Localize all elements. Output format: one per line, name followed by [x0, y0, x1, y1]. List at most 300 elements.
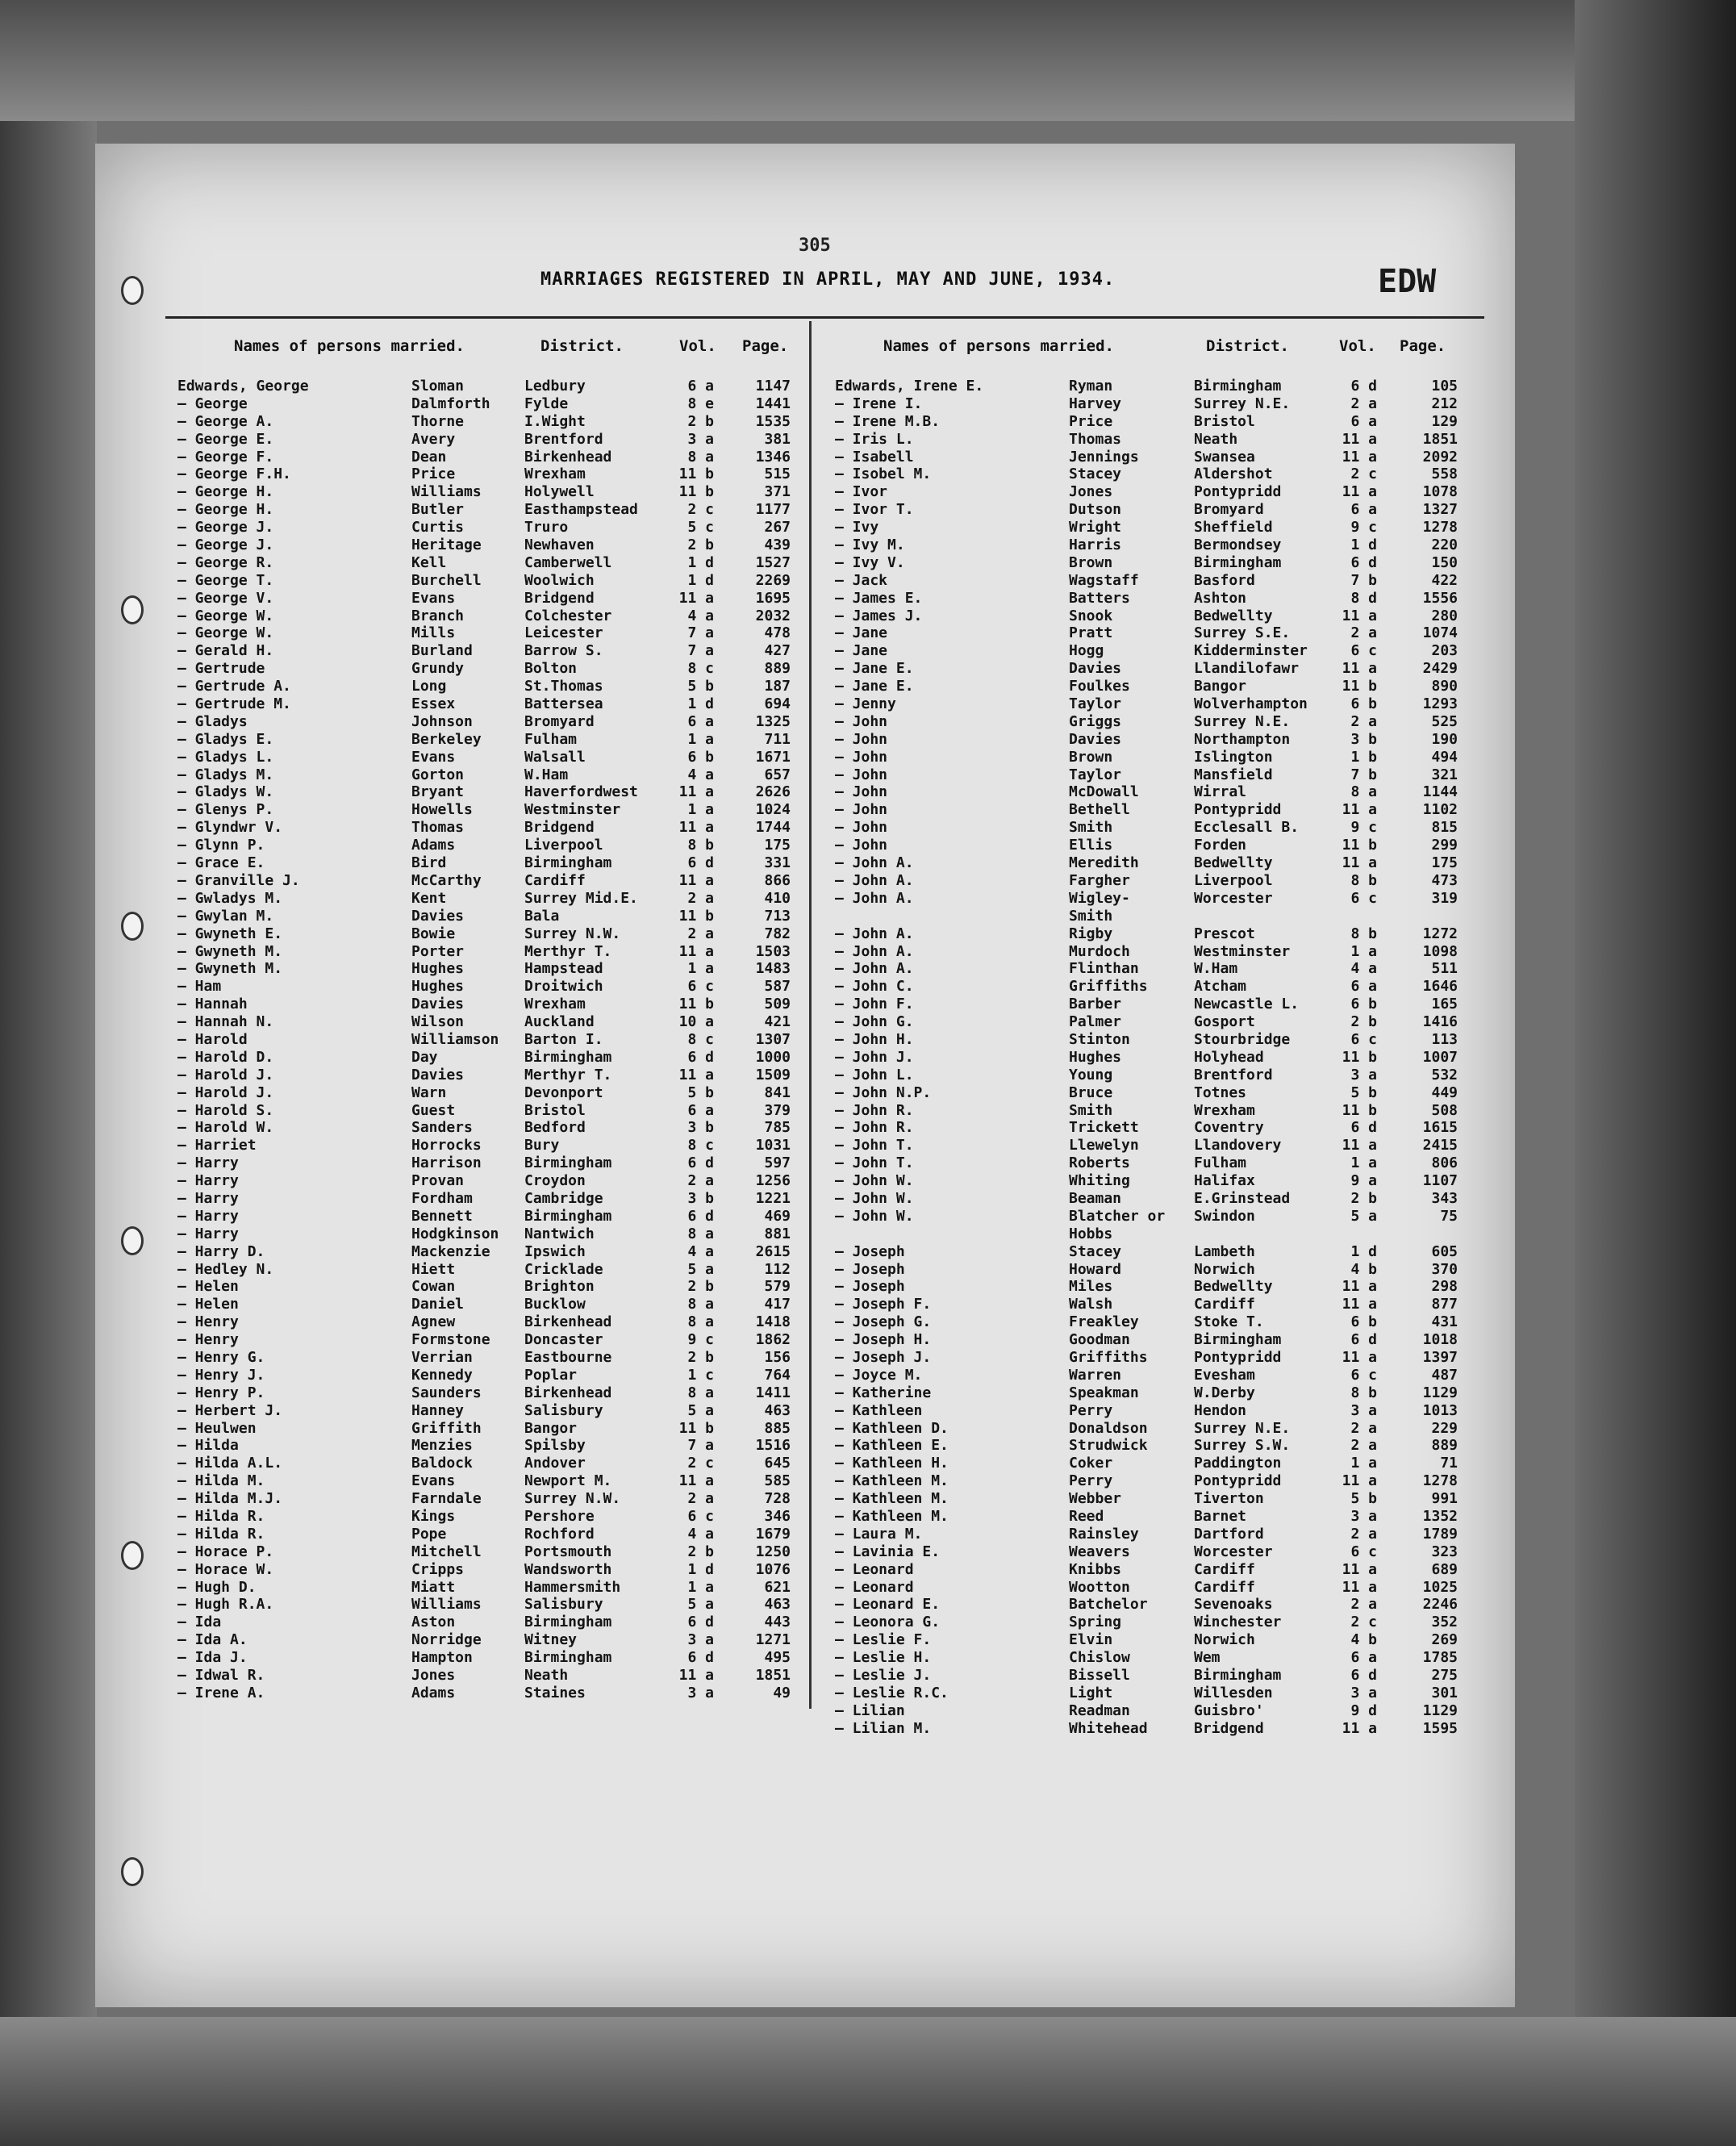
entry-spouse: Norridge — [411, 1631, 482, 1649]
entry-district: Guisbro' — [1194, 1701, 1264, 1719]
entry-spouse: Knibbs — [1069, 1560, 1122, 1578]
entry-district: Surrey S.E. — [1194, 624, 1291, 642]
entry-district: W.Ham — [1194, 960, 1238, 978]
entry-volume: 11 a — [1342, 1278, 1377, 1296]
entry-name: — Ivy V. — [835, 553, 905, 571]
entry-spouse: Rigby — [1069, 925, 1113, 942]
entry-page: 711 — [764, 730, 791, 748]
entry-spouse: Price — [411, 466, 456, 483]
entry-page: 1278 — [1422, 519, 1458, 536]
entry-volume: 2 c — [687, 501, 714, 519]
entry-district: Holyhead — [1194, 1048, 1264, 1066]
entry-page: 2615 — [755, 1242, 791, 1260]
entry-district: Cardiff — [524, 871, 586, 889]
entry-page: 508 — [1431, 1101, 1458, 1119]
entry-district: Birmingham — [524, 1649, 612, 1667]
entry-spouse: Long — [411, 678, 447, 695]
entry-spouse: Chislow — [1069, 1649, 1130, 1667]
entry-name: — John J. — [835, 1048, 914, 1066]
table-row — [177, 749, 799, 766]
entry-name: — George J. — [177, 536, 274, 554]
entry-page: 1256 — [755, 1172, 791, 1190]
entry-volume: 1 d — [1350, 1242, 1377, 1260]
table-row — [177, 1490, 799, 1508]
entry-district: Birmingham — [524, 1614, 612, 1631]
table-row — [177, 1154, 799, 1172]
entry-volume: 2 b — [687, 1278, 714, 1296]
entry-volume: 9 a — [1350, 1172, 1377, 1190]
table-row — [835, 749, 1480, 766]
table-row — [835, 1208, 1480, 1225]
entry-volume: 2 a — [687, 925, 714, 942]
table-row — [177, 890, 799, 908]
table-row — [177, 801, 799, 819]
entry-volume: 4 a — [1350, 960, 1377, 978]
entry-name: — Henry — [177, 1331, 239, 1349]
entry-spouse: Bryant — [411, 783, 465, 801]
entry-volume: 2 b — [687, 412, 714, 430]
scan-margin-right — [1575, 0, 1736, 2146]
entry-page: 889 — [1431, 1437, 1458, 1455]
entry-name: — George T. — [177, 571, 274, 589]
entry-district: Bedwellty — [1194, 1278, 1273, 1296]
entry-district: Pontypridd — [1194, 483, 1282, 501]
entry-volume: 6 c — [1350, 1366, 1377, 1384]
entry-district: Truro — [524, 519, 569, 536]
entry-district: Brighton — [524, 1278, 595, 1296]
table-row — [177, 1067, 799, 1084]
table-row — [835, 1296, 1480, 1313]
entry-page: 280 — [1431, 607, 1458, 624]
table-row — [835, 1420, 1480, 1438]
entry-spouse: Donaldson — [1069, 1419, 1148, 1437]
entry-name: — Jane E. — [835, 678, 914, 695]
table-row — [177, 1455, 799, 1472]
entry-page: 494 — [1431, 748, 1458, 766]
header-vol: Vol. — [679, 337, 716, 355]
entry-volume: 6 a — [1350, 1649, 1377, 1667]
entry-spouse: Avery — [411, 430, 456, 448]
entry-spouse: Daniel — [411, 1296, 465, 1313]
entry-name: — John A. — [835, 925, 914, 942]
entry-district: Llandovery — [1194, 1137, 1282, 1154]
entry-page: 1503 — [755, 942, 791, 960]
table-row — [835, 501, 1480, 519]
entry-volume: 6 b — [1350, 1313, 1377, 1331]
entry-spouse: Formstone — [411, 1331, 490, 1349]
table-row — [835, 1472, 1480, 1490]
table-row — [835, 1508, 1480, 1526]
entry-district: Coventry — [1194, 1119, 1264, 1137]
entry-name: — Hilda — [177, 1437, 239, 1455]
table-row — [835, 1720, 1480, 1738]
entry-volume: 11 b — [678, 907, 714, 925]
entry-page: 321 — [1431, 766, 1458, 783]
entry-name: — John A. — [835, 889, 914, 907]
table-row — [835, 1190, 1480, 1208]
table-row — [835, 431, 1480, 449]
entry-spouse: Hanney — [411, 1401, 465, 1419]
entry-page: 1556 — [1422, 589, 1458, 607]
entry-volume: 1 d — [687, 571, 714, 589]
entry-volume: 1 a — [687, 1578, 714, 1596]
entry-page: 1516 — [755, 1437, 791, 1455]
entry-district: Bedwellty — [1194, 854, 1273, 872]
entry-name: — Irene M.B. — [835, 412, 941, 430]
binder-hole — [121, 1857, 144, 1886]
entry-name: — John R. — [835, 1119, 914, 1137]
table-row — [177, 1384, 799, 1402]
entry-district: Colchester — [524, 607, 612, 624]
entry-district: Islington — [1194, 748, 1273, 766]
entry-name: — John R. — [835, 1101, 914, 1119]
entry-volume: 6 a — [1350, 501, 1377, 519]
table-row — [177, 519, 799, 536]
entry-volume: 3 a — [1350, 1684, 1377, 1701]
entry-volume: 6 a — [687, 1101, 714, 1119]
entry-volume: 5 a — [687, 1260, 714, 1278]
entry-spouse: Essex — [411, 695, 456, 713]
entry-name: — George J. — [177, 519, 274, 536]
entry-page: 597 — [764, 1154, 791, 1172]
entry-name: — Harold S. — [177, 1101, 274, 1119]
entry-name: — John A. — [835, 942, 914, 960]
entry-page: 346 — [764, 1508, 791, 1525]
entry-name: — Horace P. — [177, 1543, 274, 1560]
table-row — [177, 1667, 799, 1685]
entry-spouse: Kings — [411, 1508, 456, 1525]
binder-hole — [121, 912, 144, 941]
entry-page: 1862 — [755, 1331, 791, 1349]
table-row — [177, 1685, 799, 1702]
entry-spouse: Batchelor — [1069, 1596, 1148, 1614]
entry-spouse: Blatcher or — [1069, 1207, 1166, 1225]
table-row — [835, 624, 1480, 642]
entry-spouse: Batters — [1069, 589, 1130, 607]
entry-page: 1098 — [1422, 942, 1458, 960]
entry-volume: 8 b — [1350, 925, 1377, 942]
entry-name: — Hedley N. — [177, 1260, 274, 1278]
table-row — [835, 943, 1480, 961]
entry-page: 298 — [1431, 1278, 1458, 1296]
table-row — [835, 1119, 1480, 1137]
entry-name: — Gwyneth M. — [177, 942, 283, 960]
entry-name: — Idwal R. — [177, 1667, 265, 1685]
entry-name: — Glyndwr V. — [177, 819, 283, 837]
entry-volume: 7 a — [687, 624, 714, 642]
table-row — [177, 1526, 799, 1543]
entry-page: 1018 — [1422, 1331, 1458, 1349]
entry-volume: 4 a — [687, 607, 714, 624]
entry-spouse: Bennett — [411, 1207, 473, 1225]
entry-name: — John — [835, 783, 888, 801]
entry-spouse: Verrian — [411, 1348, 473, 1366]
entry-spouse: Miatt — [411, 1578, 456, 1596]
entry-name: — Gladys — [177, 712, 248, 730]
table-row — [177, 854, 799, 872]
entry-name: — Glynn P. — [177, 837, 265, 854]
table-row — [835, 695, 1480, 713]
entry-page: 511 — [1431, 960, 1458, 978]
table-row — [835, 519, 1480, 536]
table-row — [835, 1049, 1480, 1067]
entry-spouse: Light — [1069, 1684, 1113, 1701]
entry-page: 49 — [773, 1684, 791, 1701]
entry-spouse: Harvey — [1069, 395, 1122, 412]
entry-district: Totnes — [1194, 1083, 1247, 1101]
entry-name: — Grace E. — [177, 854, 265, 872]
entry-name: — John A. — [835, 871, 914, 889]
entry-name: — George H. — [177, 483, 274, 501]
entry-volume: 2 a — [1350, 1437, 1377, 1455]
entry-district: Salisbury — [524, 1401, 603, 1419]
entry-page: 1024 — [755, 801, 791, 819]
entry-spouse: Branch — [411, 607, 465, 624]
entry-page: 1418 — [755, 1313, 791, 1331]
entry-name: — Kathleen M. — [835, 1508, 949, 1525]
entry-name: — Lilian M. — [835, 1719, 932, 1737]
entry-volume: 2 a — [1350, 712, 1377, 730]
entry-volume: 6 d — [1350, 553, 1377, 571]
entry-name: — Ham — [177, 978, 222, 996]
entry-spouse: Griggs — [1069, 712, 1122, 730]
entry-spouse: Sloman — [411, 378, 465, 395]
entry-page: 1221 — [755, 1189, 791, 1207]
entry-district: Westminster — [524, 801, 621, 819]
entry-spouse: Evans — [411, 748, 456, 766]
entry-spouse: Johnson — [411, 712, 473, 730]
entry-name: — Isabell — [835, 448, 914, 466]
table-row — [177, 1084, 799, 1102]
entry-page: 694 — [764, 695, 791, 713]
entry-spouse: Readman — [1069, 1701, 1130, 1719]
entry-volume: 11 a — [1342, 607, 1377, 624]
entry-name: — George H. — [177, 501, 274, 519]
entry-district: Hampstead — [524, 960, 603, 978]
entry-district: Birmingham — [1194, 1331, 1282, 1349]
entry-spouse: Jennings — [1069, 448, 1139, 466]
table-row — [177, 1472, 799, 1490]
entry-volume: 2 b — [687, 536, 714, 554]
entry-spouse: Pratt — [1069, 624, 1113, 642]
entry-name: — Hilda A.L. — [177, 1455, 283, 1472]
table-row — [835, 449, 1480, 466]
entry-spouse: Hughes — [1069, 1048, 1122, 1066]
entry-volume: 1 a — [1350, 1154, 1377, 1172]
table-row — [177, 1631, 799, 1649]
table-row — [177, 1013, 799, 1031]
entry-name: — Gerald H. — [177, 642, 274, 660]
entry-spouse: Perry — [1069, 1472, 1113, 1490]
entry-volume: 2 b — [687, 1543, 714, 1560]
entry-volume: 1 d — [687, 695, 714, 713]
entry-name: — Herbert J. — [177, 1401, 283, 1419]
entry-page: 187 — [764, 678, 791, 695]
entry-volume: 6 c — [1350, 1543, 1377, 1560]
entry-name: — John A. — [835, 960, 914, 978]
entry-volume: 11 a — [678, 942, 714, 960]
entry-spouse: Griffith — [411, 1419, 482, 1437]
entry-district: Surrey N.W. — [524, 925, 621, 942]
entry-volume: 11 a — [678, 1472, 714, 1490]
table-row — [177, 1402, 799, 1420]
entry-spouse: Rainsley — [1069, 1525, 1139, 1543]
entry-page: 469 — [764, 1207, 791, 1225]
entry-page: 449 — [1431, 1083, 1458, 1101]
entry-spouse: Ryman — [1069, 378, 1113, 395]
entry-volume: 3 b — [687, 1189, 714, 1207]
entry-volume: 3 a — [687, 1631, 714, 1649]
entry-page: 443 — [764, 1614, 791, 1631]
entry-volume: 6 d — [687, 854, 714, 872]
entry-name: — Helen — [177, 1278, 239, 1296]
scan-margin-top — [0, 0, 1736, 121]
entry-district: Swansea — [1194, 448, 1255, 466]
entry-district: Worcester — [1194, 889, 1273, 907]
entry-volume: 5 b — [687, 678, 714, 695]
entry-name: — Hugh D. — [177, 1578, 257, 1596]
entry-district: Neath — [524, 1667, 569, 1685]
entry-district: Bromyard — [1194, 501, 1264, 519]
entry-list — [177, 378, 799, 1702]
entry-page: 1352 — [1422, 1508, 1458, 1525]
entry-volume: 3 a — [687, 1684, 714, 1701]
entry-spouse: Llewelyn — [1069, 1137, 1139, 1154]
entry-district: Bangor — [524, 1419, 578, 1437]
table-row — [177, 837, 799, 854]
entry-page: 421 — [764, 1013, 791, 1031]
entry-district: Birmingham — [524, 1154, 612, 1172]
entry-name: — Leonora G. — [835, 1614, 941, 1631]
entry-page: 1695 — [755, 589, 791, 607]
entry-name: — John — [835, 819, 888, 837]
table-row — [835, 783, 1480, 801]
entry-spouse: Burland — [411, 642, 473, 660]
entry-district: Winchester — [1194, 1614, 1282, 1631]
entry-name: — Joseph G. — [835, 1313, 932, 1331]
entry-page: 1102 — [1422, 801, 1458, 819]
entry-volume: 6 d — [1350, 1331, 1377, 1349]
entry-volume: 1 b — [1350, 748, 1377, 766]
entry-page: 1013 — [1422, 1401, 1458, 1419]
entry-name: — Joseph J. — [835, 1348, 932, 1366]
entry-name: — John G. — [835, 1013, 914, 1031]
table-row — [835, 1384, 1480, 1402]
entry-volume: 7 a — [687, 1437, 714, 1455]
entry-page: 728 — [764, 1490, 791, 1508]
table-row — [177, 678, 799, 695]
entry-spouse: Aston — [411, 1614, 456, 1631]
entry-district: Birmingham — [1194, 1667, 1282, 1685]
entry-district: Merthyr T. — [524, 1066, 612, 1083]
entry-spouse: Sanders — [411, 1119, 473, 1137]
entry-volume: 1 a — [687, 730, 714, 748]
entry-spouse: Thomas — [1069, 430, 1122, 448]
entry-volume: 11 a — [1342, 660, 1377, 678]
entry-volume: 1 a — [1350, 1455, 1377, 1472]
table-row — [835, 854, 1480, 872]
entry-page: 621 — [764, 1578, 791, 1596]
entry-volume: 6 d — [1350, 378, 1377, 395]
entry-page: 275 — [1431, 1667, 1458, 1685]
entry-name: — Katherine — [835, 1384, 932, 1401]
table-row — [835, 1067, 1480, 1084]
entry-name: — Henry G. — [177, 1348, 265, 1366]
entry-page: 1416 — [1422, 1013, 1458, 1031]
entry-page: 532 — [1431, 1066, 1458, 1083]
entry-page: 495 — [764, 1649, 791, 1667]
entry-name: — Gwyneth E. — [177, 925, 283, 942]
entry-name: — Kathleen M. — [835, 1472, 949, 1490]
entry-page: 220 — [1431, 536, 1458, 554]
entry-volume: 2 a — [1350, 1525, 1377, 1543]
entry-page: 1278 — [1422, 1472, 1458, 1490]
entry-district: W.Derby — [1194, 1384, 1255, 1401]
entry-spouse: Webber — [1069, 1490, 1122, 1508]
entry-district: Bermondsey — [1194, 536, 1282, 554]
header-district: District. — [1206, 337, 1289, 355]
entry-page: 105 — [1431, 378, 1458, 395]
entry-name: — Irene A. — [177, 1684, 265, 1701]
entry-district: E.Grinstead — [1194, 1189, 1291, 1207]
table-row — [177, 783, 799, 801]
entry-page: 1535 — [755, 412, 791, 430]
entry-volume: 5 c — [687, 519, 714, 536]
entry-page: 587 — [764, 978, 791, 996]
entry-page: 75 — [1440, 1207, 1458, 1225]
entry-page: 478 — [764, 624, 791, 642]
entry-volume: 8 e — [687, 395, 714, 412]
entry-page: 113 — [1431, 1030, 1458, 1048]
entry-page: 1031 — [755, 1137, 791, 1154]
entry-district: Witney — [524, 1631, 578, 1649]
header-names: Names of persons married. — [234, 337, 465, 355]
entry-district: Birmingham — [524, 1048, 612, 1066]
entry-name: — George — [177, 395, 248, 412]
entry-volume: 11 a — [1342, 854, 1377, 872]
entry-page: 2092 — [1422, 448, 1458, 466]
entry-district: Barrow S. — [524, 642, 603, 660]
entry-page: 689 — [1431, 1560, 1458, 1578]
entry-district: Swindon — [1194, 1207, 1255, 1225]
entry-volume: 6 d — [687, 1614, 714, 1631]
entry-page: 1615 — [1422, 1119, 1458, 1137]
entry-page: 301 — [1431, 1684, 1458, 1701]
entry-name: — John F. — [835, 996, 914, 1013]
entry-page: 129 — [1431, 412, 1458, 430]
entry-name: — George W. — [177, 607, 274, 624]
entry-district: Llandilofawr — [1194, 660, 1300, 678]
entry-district: Bolton — [524, 660, 578, 678]
entry-district: Sevenoaks — [1194, 1596, 1273, 1614]
entry-district: Tiverton — [1194, 1490, 1264, 1508]
entry-spouse: Evans — [411, 589, 456, 607]
entry-volume: 6 a — [1350, 978, 1377, 996]
entry-spouse: Farndale — [411, 1490, 482, 1508]
entry-district: Wirral — [1194, 783, 1247, 801]
entry-district: Newhaven — [524, 536, 595, 554]
entry-spouse: Stacey — [1069, 466, 1122, 483]
entry-page: 381 — [764, 430, 791, 448]
table-row — [835, 642, 1480, 660]
entry-page: 267 — [764, 519, 791, 536]
entry-volume: 4 a — [687, 1525, 714, 1543]
entry-spouse: Speakman — [1069, 1384, 1139, 1401]
table-row — [835, 1702, 1480, 1720]
entry-district: Forden — [1194, 837, 1247, 854]
table-row — [177, 413, 799, 431]
entry-spouse: Meredith — [1069, 854, 1139, 872]
